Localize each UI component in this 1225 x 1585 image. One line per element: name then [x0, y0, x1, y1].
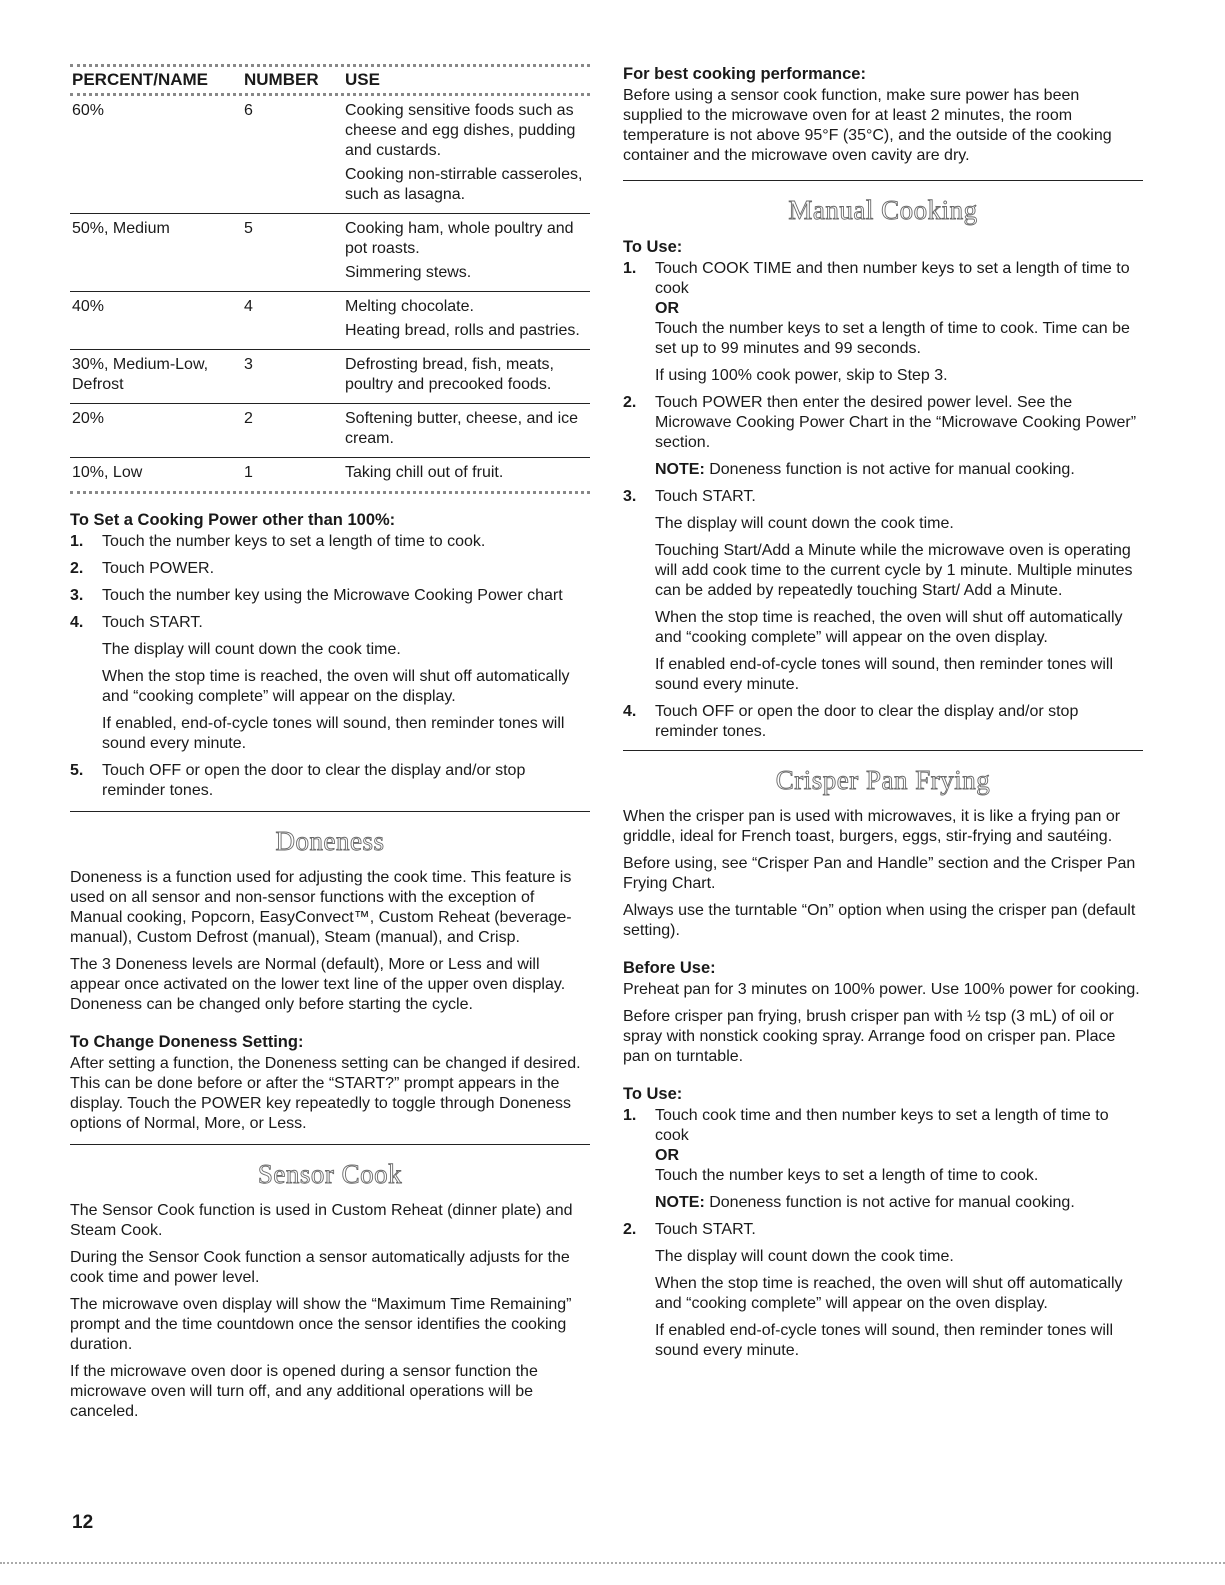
- step-number: 4.: [623, 703, 637, 720]
- step-text: Touch START.: [102, 614, 203, 631]
- step-text: Touch START.: [655, 1221, 756, 1238]
- row-uses: [345, 297, 590, 345]
- doneness-title: Doneness: [275, 826, 385, 856]
- or-label: OR: [655, 300, 679, 317]
- manual-cooking-title: Manual Cooking: [788, 195, 978, 225]
- manual-steps: [623, 259, 1143, 742]
- row-number: 2: [244, 410, 253, 427]
- step-item: [70, 532, 590, 552]
- row-use: Taking chill out of fruit.: [345, 464, 504, 481]
- step-text: Touch cook time and then number keys to set a length of time to cook: [655, 1107, 1109, 1144]
- section-divider: [623, 750, 1143, 751]
- power-table: [70, 64, 590, 494]
- note-label: NOTE:: [655, 1194, 705, 1211]
- sensor-cook-title: Sensor Cook: [257, 1159, 403, 1189]
- step-number: 5.: [70, 762, 84, 779]
- row-number: 6: [244, 102, 253, 119]
- best-performance-heading: For best cooking performance:: [623, 65, 866, 83]
- crisper-steps: [623, 1106, 1143, 1361]
- step-text: Touch the number keys to set a length of time to cook.: [102, 533, 486, 550]
- before-use-para: Before crisper pan frying, brush crisper pan with ½ tsp (3 mL) of oil or spray with nonstick cooking spray. Arrange food on crisper pan. Place pan on turntable.: [623, 1008, 1116, 1065]
- step-item: [623, 259, 1143, 386]
- note-label: NOTE:: [655, 461, 705, 478]
- manual-to-use-heading: To Use:: [623, 238, 683, 256]
- note-body: Doneness function is not active for manual cooking.: [704, 1194, 1075, 1211]
- row-uses: [345, 409, 590, 453]
- row-name: 20%: [72, 410, 105, 427]
- row-use: Cooking sensitive foods such as cheese and egg dishes, pudding and custards.: [345, 102, 576, 159]
- step-text: If using 100% cook power, skip to Step 3.: [655, 367, 948, 384]
- step-text: If enabled end-of-cycle tones will sound, then reminder tones will sound every minute.: [655, 1322, 1114, 1359]
- row-use: Cooking non-stirrable casseroles, such as lasagna.: [345, 166, 583, 203]
- table-row: [70, 96, 590, 214]
- crisper-para: Before using, see “Crisper Pan and Handle” section and the Crisper Pan Frying Chart.: [623, 855, 1136, 892]
- row-name: 60%: [72, 102, 105, 119]
- table-row: [70, 292, 590, 350]
- step-item: [623, 702, 1143, 742]
- row-use: Heating bread, rolls and pastries.: [345, 322, 580, 339]
- set-power-heading: To Set a Cooking Power other than 100%:: [70, 511, 396, 529]
- row-number: 3: [244, 356, 253, 373]
- sensor-cook-para: The Sensor Cook function is used in Custom Reheat (dinner plate) and Steam Cook.: [70, 1202, 573, 1239]
- step-item: [70, 559, 590, 579]
- step-number: 3.: [623, 488, 637, 505]
- step-text: If enabled, end-of-cycle tones will sound, then reminder tones will sound every minute.: [102, 715, 565, 752]
- step-number: 1.: [70, 533, 84, 550]
- step-number: 1.: [623, 260, 637, 277]
- table-row: [70, 458, 590, 494]
- step-text: The display will count down the cook time.: [655, 515, 954, 532]
- step-number: 2.: [623, 1221, 637, 1238]
- or-label: OR: [655, 1147, 679, 1164]
- row-use: Melting chocolate.: [345, 298, 474, 315]
- step-text: Touch POWER.: [102, 560, 215, 577]
- bottom-dotted-border: [0, 1562, 1225, 1564]
- sensor-cook-para: The microwave oven display will show the “Maximum Time Remaining” prompt and the time countdown once the sensor identifies the cooking duration.: [70, 1296, 572, 1353]
- crisper-to-use-heading: To Use:: [623, 1085, 683, 1103]
- row-uses: [345, 101, 590, 209]
- row-uses: [345, 463, 590, 487]
- table-row: [70, 350, 590, 404]
- step-text: Touch START.: [655, 488, 756, 505]
- step-item: [70, 613, 590, 754]
- step-item: [70, 586, 590, 606]
- note-body: Doneness function is not active for manual cooking.: [704, 461, 1075, 478]
- step-text: Touch POWER then enter the desired power level. See the Microwave Cooking Power Chart in the “Microwave Cooking Power” section.: [655, 394, 1137, 451]
- row-use: Softening butter, cheese, and ice cream.: [345, 410, 579, 447]
- row-use: Cooking ham, whole poultry and pot roasts.: [345, 220, 574, 257]
- row-uses: [345, 219, 590, 287]
- power-table-header: [70, 64, 590, 96]
- change-doneness-text: After setting a function, the Doneness setting can be changed if desired. This can be done before or after the “START?” prompt appears in the display. Touch the POWER key repeatedly to toggle through Doneness options of Normal, More, or Less.: [70, 1055, 581, 1132]
- before-use-para: Preheat pan for 3 minutes on 100% power. Use 100% power for cooking.: [623, 981, 1140, 998]
- step-text: Touch the number keys to set a length of time to cook. Time can be set up to 99 minutes and 99 seconds.: [655, 320, 1130, 357]
- step-item: [623, 487, 1143, 695]
- step-item: [70, 761, 590, 801]
- row-number: 1: [244, 464, 253, 481]
- note-text: [655, 1193, 1143, 1213]
- row-name: 40%: [72, 298, 105, 315]
- row-use: Defrosting bread, fish, meats, poultry and precooked foods.: [345, 356, 554, 393]
- step-number: 4.: [70, 614, 84, 631]
- step-text: Touching Start/Add a Minute while the microwave oven is operating will add cook time to the current cycle by 1 minute. Multiple minutes can be added by repeatedly touching Start/ Add a Minute.: [655, 542, 1133, 599]
- crisper-para: Always use the turntable “On” option when using the crisper pan (default setting).: [623, 902, 1136, 939]
- page-number: 12: [72, 1512, 94, 1533]
- left-column: [70, 64, 590, 1429]
- note-text: [655, 460, 1143, 480]
- header-percent-name: PERCENT/NAME: [72, 70, 209, 89]
- row-name: 10%, Low: [72, 464, 143, 481]
- step-text: Touch the number key using the Microwave Cooking Power chart: [102, 587, 563, 604]
- step-text: Touch OFF or open the door to clear the display and/or stop reminder tones.: [655, 703, 1079, 740]
- header-number: NUMBER: [244, 70, 319, 89]
- row-uses: [345, 355, 590, 399]
- section-divider: [70, 1144, 590, 1145]
- step-item: [623, 1106, 1143, 1213]
- step-number: 2.: [623, 394, 637, 411]
- section-divider: [623, 180, 1143, 181]
- set-power-steps: [70, 532, 590, 801]
- change-doneness-heading: To Change Doneness Setting:: [70, 1033, 304, 1051]
- step-text: The display will count down the cook time.: [655, 1248, 954, 1265]
- doneness-para: The 3 Doneness levels are Normal (default), More or Less and will appear once activated on the lower text line of the upper oven display. Doneness can be changed only before starting the cycle.: [70, 956, 566, 1013]
- best-performance-text: Before using a sensor cook function, make sure power has been supplied to the microwave oven for at least 2 minutes, the room temperature is not above 95°F (35°C), and the outside of the cooking container and the microwave oven cavity are dry.: [623, 87, 1112, 164]
- row-use: Simmering stews.: [345, 264, 472, 281]
- step-number: 3.: [70, 587, 84, 604]
- table-row: [70, 404, 590, 458]
- step-text: The display will count down the cook time.: [102, 641, 401, 658]
- step-text: When the stop time is reached, the oven will shut off automatically and “cooking complete” will appear on the display.: [102, 668, 570, 705]
- step-text: When the stop time is reached, the oven will shut off automatically and “cooking complete” will appear on the oven display.: [655, 1275, 1123, 1312]
- table-row: [70, 214, 590, 292]
- step-number: 1.: [623, 1107, 637, 1124]
- step-item: [623, 393, 1143, 480]
- step-text: If enabled end-of-cycle tones will sound, then reminder tones will sound every minute.: [655, 656, 1114, 693]
- row-number: 5: [244, 220, 253, 237]
- step-item: [623, 1220, 1143, 1361]
- header-use: USE: [345, 70, 380, 89]
- row-name: 30%, Medium-Low, Defrost: [72, 356, 209, 393]
- before-use-heading: Before Use:: [623, 959, 716, 977]
- step-text: Touch COOK TIME and then number keys to set a length of time to cook: [655, 260, 1130, 297]
- step-text: Touch the number keys to set a length of time to cook.: [655, 1167, 1039, 1184]
- sensor-cook-para: During the Sensor Cook function a sensor automatically adjusts for the cook time and power level.: [70, 1249, 570, 1286]
- doneness-para: Doneness is a function used for adjusting the cook time. This feature is used on all sensor and non-sensor functions with the exception of Manual cooking, Popcorn, EasyConvect™, Custom Reheat (beverage-manual), Custom Defrost (manual), Steam (manual), and Crisp.: [70, 869, 572, 946]
- step-text: When the stop time is reached, the oven will shut off automatically and “cooking complete” will appear on the oven display.: [655, 609, 1123, 646]
- right-column: [623, 64, 1143, 1368]
- row-name: 50%, Medium: [72, 220, 170, 237]
- step-text: Touch OFF or open the door to clear the display and/or stop reminder tones.: [102, 762, 526, 799]
- crisper-title: Crisper Pan Frying: [775, 765, 991, 795]
- step-number: 2.: [70, 560, 84, 577]
- sensor-cook-para: If the microwave oven door is opened during a sensor function the microwave oven will turn off, and any additional operations will be canceled.: [70, 1363, 538, 1420]
- crisper-para: When the crisper pan is used with microwaves, it is like a frying pan or griddle, ideal for French toast, burgers, eggs, stir-frying and sautéing.: [623, 808, 1121, 845]
- section-divider: [70, 811, 590, 812]
- row-number: 4: [244, 298, 253, 315]
